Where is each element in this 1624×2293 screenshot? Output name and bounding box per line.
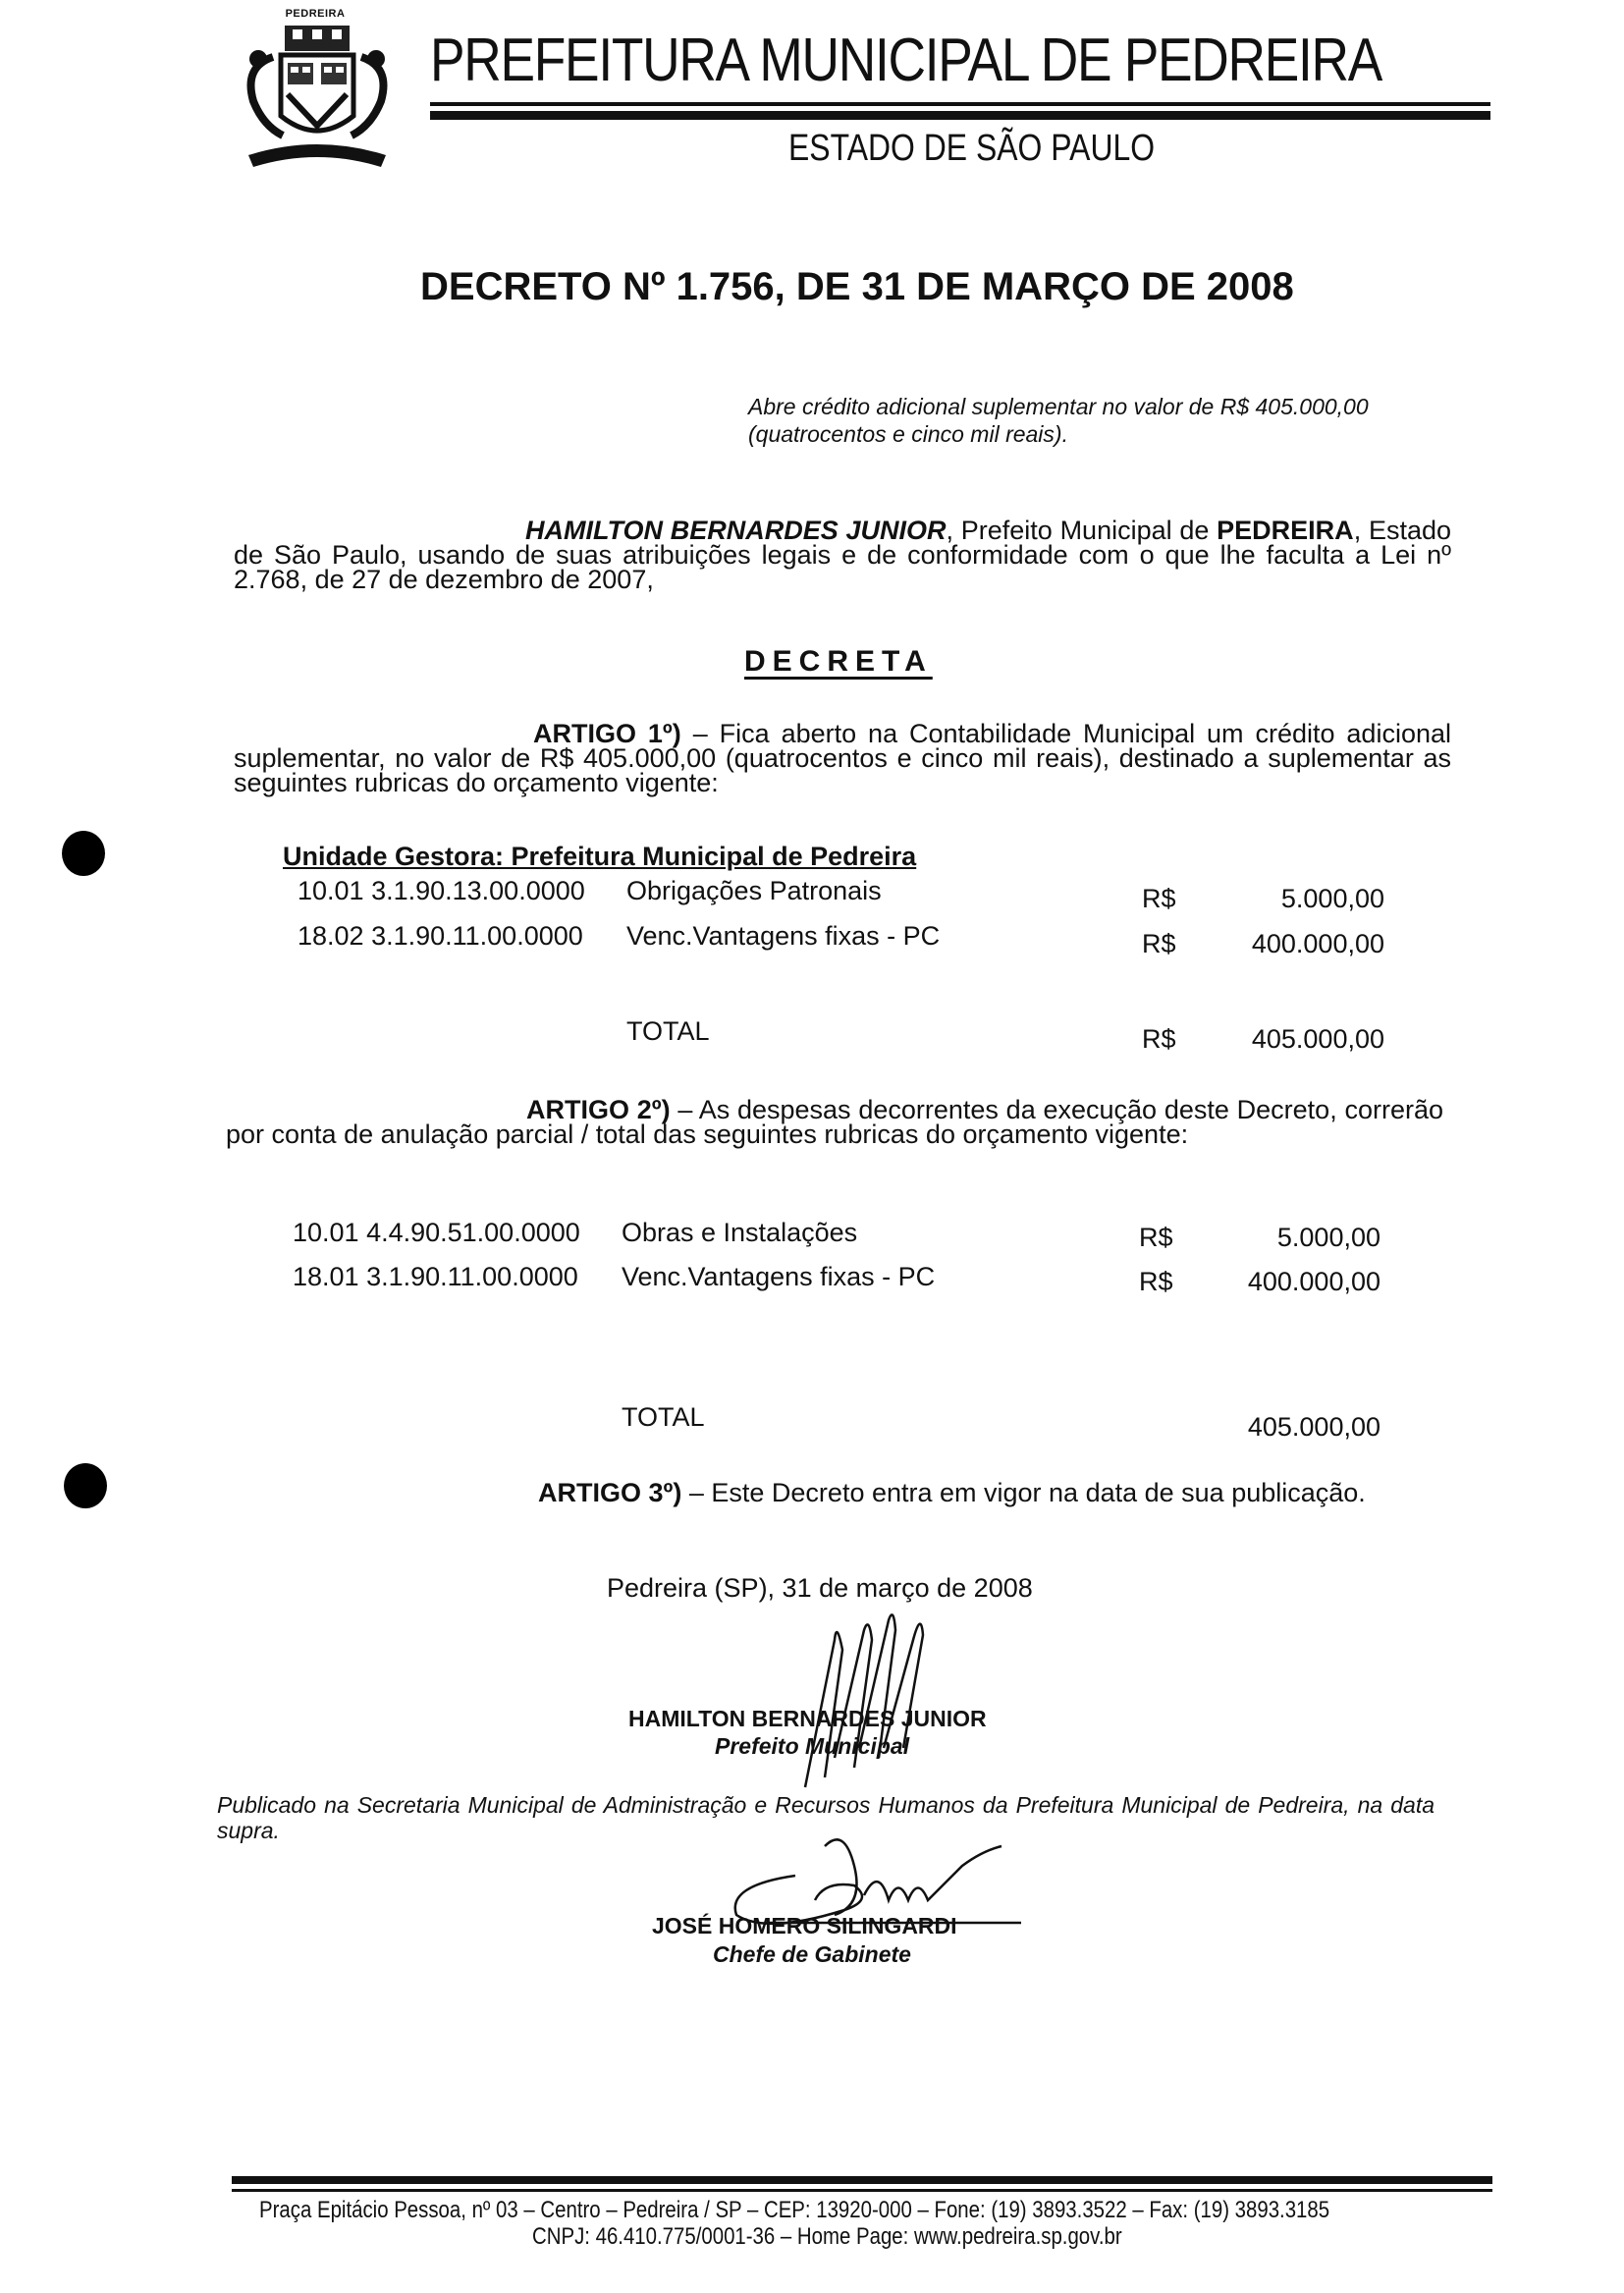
currency: R$ [1142,929,1176,958]
punch-hole [64,1463,107,1508]
mayor-name: HAMILTON BERNARDES JUNIOR [525,516,947,545]
publication-note: Publicado na Secretaria Municipal de Administração e Recursos Humanos da Prefeitura Municipal de Pedreira, na data supra. [217,1792,1435,1843]
footer-cnpj: CNPJ: 46.410.775/0001-36 – Home Page: www.pedreira.sp.gov.br [532,2223,1122,2250]
article-3-paragraph [538,1478,1366,1508]
article-1-paragraph [234,719,1451,797]
article-2-text: – As despesas decorrentes da execução deste Decreto, correrão por conta de anulação parcial / total das seguintes rubricas do orçamento vigente: [226,1095,1443,1149]
punch-hole [62,831,105,876]
budget-code: 10.01 4.4.90.51.00.0000 [293,1218,580,1247]
currency: R$ [1139,1267,1173,1296]
article-3-text: – Este Decreto entra em vigor na data de sua publicação. [681,1478,1366,1507]
chief-of-staff-title: Chefe de Gabinete [713,1941,911,1967]
ementa-line: Abre crédito adicional suplementar no valor de R$ 405.000,00 [748,394,1369,419]
header-title: PREFEITURA MUNICIPAL DE PEDREIRA [430,27,1382,94]
header-subtitle: ESTADO DE SÃO PAULO [788,128,1156,169]
crest-label: PEDREIRA [285,8,346,20]
total-label: TOTAL [622,1402,705,1432]
budget-code: 10.01 3.1.90.13.00.0000 [298,876,585,905]
budget-description: Venc.Vantagens fixas - PC [626,921,941,951]
budget-code: 18.02 3.1.90.11.00.0000 [298,921,583,951]
currency: R$ [1142,884,1176,913]
footer-rule-thin [232,2189,1492,2192]
header-rule-thin [430,102,1490,106]
budget-code: 18.01 3.1.90.11.00.0000 [293,1262,578,1291]
mayor-name-signature: HAMILTON BERNARDES JUNIOR [628,1706,987,1731]
article-2-label: ARTIGO 2º) [526,1095,671,1124]
footer-address: Praça Epitácio Pessoa, nº 03 – Centro – Pedreira / SP – CEP: 13920-000 – Fone: (19) 3893.3522 – Fax: (19) 3893.3185 [259,2197,1330,2223]
budget-value: 400.000,00 [1247,1267,1380,1296]
currency: R$ [1142,1024,1176,1054]
unit-heading: Unidade Gestora: Prefeitura Municipal de Pedreira [283,842,917,871]
article-1-text: – Fica aberto na Contabilidade Municipal um crédito adicional suplementar, no valor de R$ 405.000,00 (quatrocentos e cinco mil reais), destinado a suplementar as seguintes rubricas do orçamento vigente: [234,719,1451,797]
budget-description: Venc.Vantagens fixas - PC [622,1262,936,1291]
footer-rule-thick [232,2176,1492,2184]
article-1-label: ARTIGO 1º) [533,719,681,748]
total-label: TOTAL [626,1016,710,1046]
budget-value: 5.000,00 [1276,1223,1380,1252]
preamble-text: , Estado de São Paulo, usando de suas atribuições legais e de conformidade com o que lhe faculta a Lei nº 2.768, de 27 de dezembro de 2007, [234,516,1451,594]
decree-ementa [748,393,1494,448]
currency: R$ [1139,1223,1173,1252]
decreta-heading: DECRETA [744,645,933,678]
article-2-paragraph [226,1095,1443,1149]
municipal-coat-of-arms-icon [234,8,401,180]
preamble-paragraph [234,516,1451,594]
total-value: 405.000,00 [1251,1024,1384,1054]
budget-value: 5.000,00 [1280,884,1384,913]
header-rule-thick [430,111,1490,120]
preamble-text: , Prefeito Municipal de [946,516,1218,545]
mayor-signature-icon [766,1601,943,1797]
chief-of-staff-name: JOSÉ HOMERO SILINGARDI [652,1913,957,1938]
mayor-title: Prefeito Municipal [715,1733,910,1759]
budget-description: Obras e Instalações [622,1218,858,1247]
city-name: PEDREIRA [1217,516,1354,545]
ementa-line: (quatrocentos e cinco mil reais). [748,421,1068,447]
place-date: Pedreira (SP), 31 de março de 2008 [607,1573,1033,1603]
total-value: 405.000,00 [1247,1412,1380,1442]
budget-description: Obrigações Patronais [626,876,882,905]
budget-value: 400.000,00 [1251,929,1384,958]
article-3-label: ARTIGO 3º) [538,1478,682,1507]
decree-title: DECRETO Nº 1.756, DE 31 DE MARÇO DE 2008 [420,265,1294,308]
